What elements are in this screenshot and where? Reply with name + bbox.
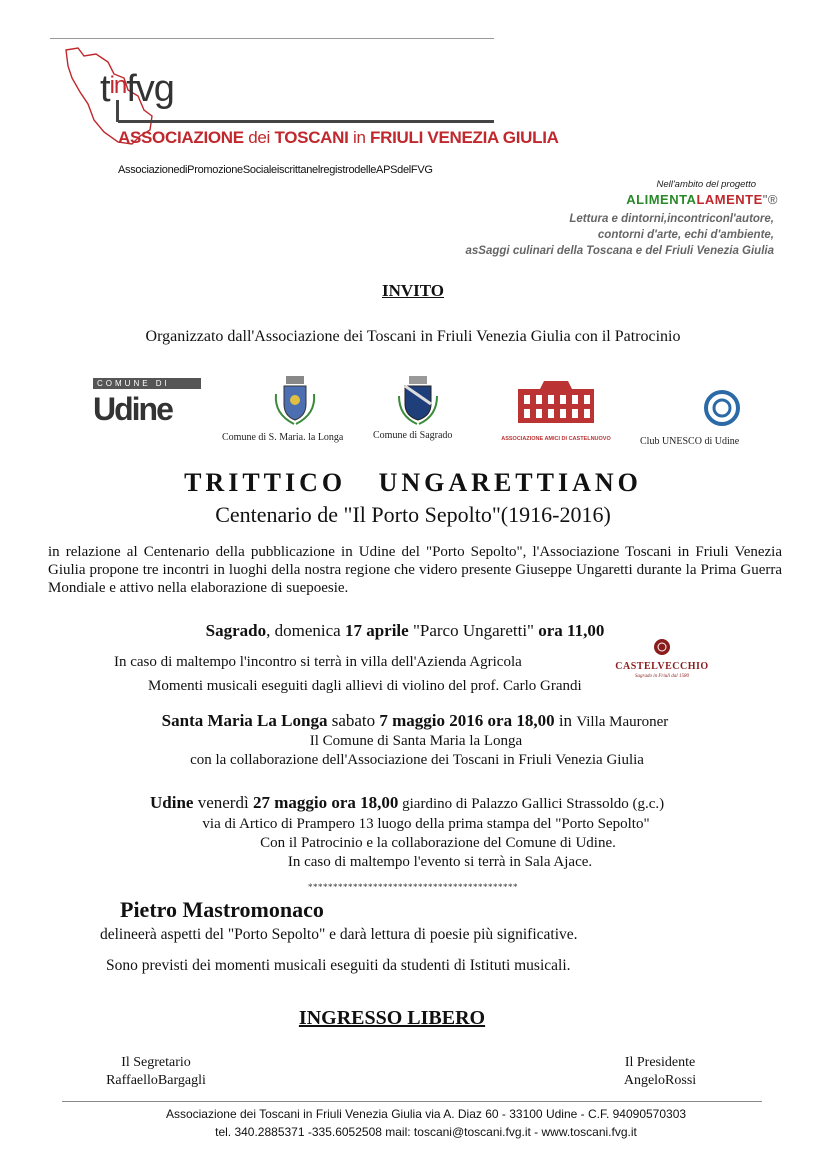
project-description (354, 211, 774, 259)
project-desc-line: asSaggi culinari della Toscana e del Friuli Venezia Giulia (465, 245, 774, 257)
free-entry-heading: INGRESSO LIBERO (298, 1007, 486, 1029)
unesco-caption: Club UNESCO di Udine (640, 436, 740, 447)
logo-prefix: t (100, 68, 110, 110)
unesco-club-icon (702, 388, 742, 428)
logo-bar (118, 120, 494, 123)
president-role: Il Presidente (624, 1055, 696, 1070)
event3-line2: via di Artico di Prampero 13 luogo della prima stampa del "Porto Sepolto" (202, 816, 650, 832)
event1-venue: "Parco Ungaretti" (408, 621, 539, 640)
assoc-word-2: dei (243, 128, 275, 147)
project-desc-line: contorni d'arte, echi d'ambiente, (597, 229, 774, 241)
event2-place: Santa Maria La Longa (161, 711, 328, 730)
assoc-word-3: TOSCANI (274, 128, 349, 147)
association-subline: AssociazionediPromozioneSocialeiscrittanelregistrodelleAPSdelFVG (118, 164, 433, 176)
event3-line4: In caso di maltempo l'evento si terrà in Sala Ajace. (287, 854, 593, 870)
logo-suffix: fvg (126, 68, 174, 110)
project-name-a: ALIMENTA (626, 192, 697, 207)
invito-heading: INVITO (381, 281, 445, 300)
castelvecchio-sub: Sagrado in Friuli dal 1580 (635, 674, 689, 679)
longa-caption: Comune di S. Maria. la Longa (222, 432, 344, 443)
event2-datetime: 7 maggio 2016 ora 18,00 (379, 711, 555, 730)
project-note: Nell'ambito del progetto (656, 179, 756, 190)
project-name-b: LAMENTE (696, 192, 763, 207)
secretary-signature (86, 1054, 226, 1090)
speaker-description: delineerà aspetti del "Porto Sepolto" e darà lettura di poesie più significative. (100, 926, 578, 943)
event2-line3: con la collaborazione dell'Associazione dei Toscani in Friuli Venezia Giulia (190, 752, 644, 768)
event-title: TRITTICO UNGARETTIANO (184, 468, 642, 497)
president-signature (590, 1054, 730, 1090)
event3-day: venerdì (193, 793, 253, 812)
footer-address: Associazione dei Toscani in Friuli Venezia Giulia via A. Diaz 60 - 33100 Udine - C.F. 94090570303 (165, 1107, 687, 1121)
castelnuovo-villa-icon (514, 375, 598, 433)
event1-line2: In caso di maltempo l'incontro si terrà in villa dell'Azienda Agricola (114, 654, 522, 670)
event1-line3: Momenti musicali eseguiti dagli allievi di violino del prof. Carlo Grandi (148, 678, 582, 694)
assoc-word-5: FRIULI VENEZIA GIULIA (370, 128, 559, 147)
president-name: AngeloRossi (623, 1073, 697, 1088)
event2-in: in (554, 711, 577, 730)
castelvecchio-name: CASTELVECCHIO (615, 661, 709, 672)
project-name (626, 192, 778, 207)
assoc-word-4: in (348, 128, 371, 147)
event3-place: Udine (150, 793, 194, 812)
footer-contacts: tel. 340.2885371 -335.6052508 mail: toscani@toscani.fvg.it - www.toscani.fvg.it (215, 1125, 637, 1139)
logo-wordmark (100, 68, 174, 111)
event2-venue: Villa Mauroner (576, 714, 669, 730)
udine-logo-top: COMUNE DI (93, 378, 201, 389)
sagrado-caption: Comune di Sagrado (373, 430, 453, 441)
castelvecchio-emblem-icon (651, 638, 673, 656)
castelvecchio-logo (606, 638, 718, 682)
castelnuovo-caption: ASSOCIAZIONE AMICI DI CASTELNUOVO (501, 436, 611, 442)
event-subtitle: Centenario de "Il Porto Sepolto"(1916-2016) (215, 502, 611, 527)
secretary-name: RaffaelloBargagli (106, 1073, 206, 1088)
event3-venue: giardino di Palazzo Gallici Strassoldo (g.c.) (398, 796, 665, 812)
comune-udine-logo (93, 378, 201, 430)
event1-day: , domenica (266, 621, 345, 640)
association-name (118, 128, 559, 148)
project-desc-line: Lettura e dintorni,incontriconl'autore, (569, 213, 774, 225)
event3-datetime: 27 maggio ora 18,00 (252, 793, 399, 812)
event3-line3: Con il Patrocinio e la collaborazione del Comune di Udine. (260, 835, 616, 851)
event1-time: ora 11,00 (538, 621, 605, 640)
intro-paragraph: in relazione al Centenario della pubblicazione in Udine del "Porto Sepolto", l'Associazione Toscani in Friuli Venezia Giulia propone tre incontri in luoghi della nostra regione che videro presente Giuseppe Ungaretti durante la Prima Guerra Mondiale e attivo nella elaborazione di suepoesie. (48, 544, 782, 596)
secretary-role: Il Segretario (121, 1055, 191, 1070)
footer-rule (62, 1101, 762, 1102)
assoc-word-1: ASSOCIAZIONE (118, 128, 244, 147)
header-rule (50, 38, 494, 39)
logo-corner-mark (116, 100, 130, 122)
organized-by: Organizzato dall'Associazione dei Toscani in Friuli Venezia Giulia con il Patrocinio (145, 328, 681, 345)
event1-date: 17 aprile (344, 621, 409, 640)
music-note: Sono previsti dei momenti musicali eseguiti da studenti di Istituti musicali. (106, 957, 571, 974)
separator-stars: ****************************************** (308, 882, 518, 892)
event2-line2: Il Comune di Santa Maria la Longa (309, 733, 523, 749)
speaker-name: Pietro Mastromonaco (120, 897, 324, 922)
logo-in: in (109, 72, 127, 99)
udine-logo-text: Udine (93, 391, 172, 427)
sagrado-coat-of-arms-icon (397, 374, 439, 426)
event3-heading (150, 793, 664, 813)
longa-coat-of-arms-icon (272, 374, 318, 428)
event2-heading (0, 711, 826, 731)
project-name-c: "® (762, 192, 778, 207)
event1-place: Sagrado (205, 621, 267, 640)
event2-day: sabato (327, 711, 380, 730)
